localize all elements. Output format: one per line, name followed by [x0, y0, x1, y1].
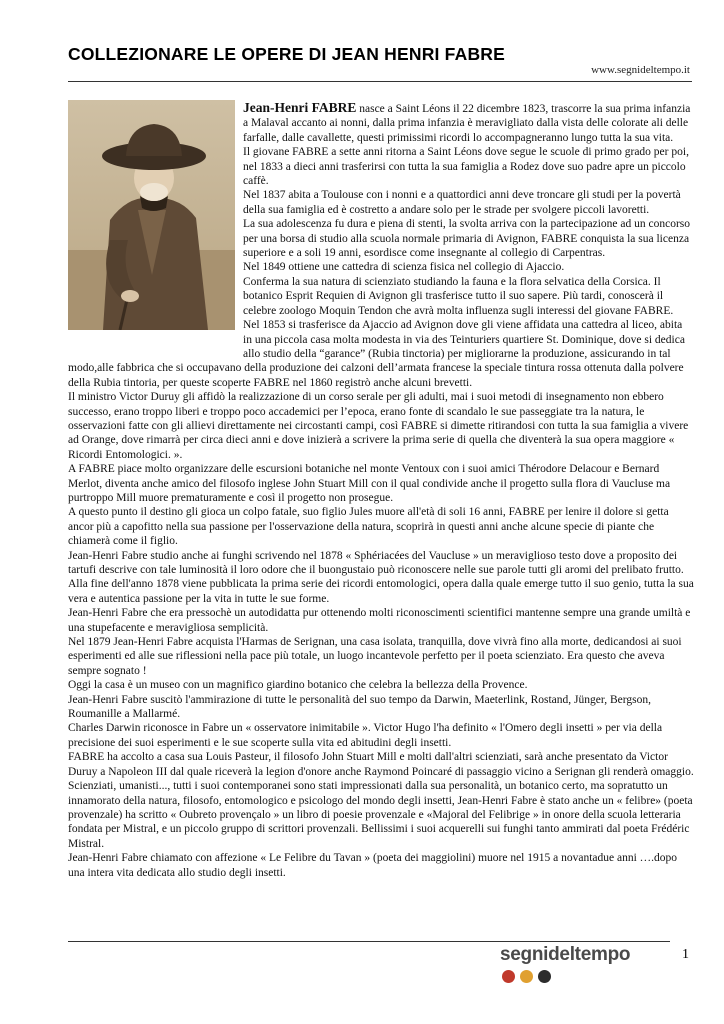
- paragraph: La sua adolescenza fu dura e piena di stenti, la svolta arriva con la partecipazione ad un concorso per una borsa di studio alla scuola normale primaria di Avignon, FABRE conquista la sua licenza superiore e a soli 19 anni, esordisce come insegnante al collegio di Carpentras.: [243, 218, 691, 260]
- paragraph: A FABRE piace molto organizzare delle escursioni botaniche nel monte Ventoux con i suoi amici Thérodore Delacour e Bernard Merlot, diventa anche amico del filosofo inglese John Stuart Mill con il qual condivide anche il progetto sulla flora di Vaucluse ma purtroppo Mill muore prematuramente e così il progetto non prosegue.: [68, 463, 671, 504]
- logo-text: segnideltempo: [500, 944, 631, 965]
- paragraph: Nel 1853 si trasferisce da Ajaccio ad Avignon dove gli viene affidata una cattedra al liceo, abita in una piccola casa molta modesta in via des Teinturiers quartiere St. Dominique, dove si dedica allo studio della “garance” (Rubia tinctoria) per migliorarne la produzione, assicurando in tal modo,alle fabbrica che si occupavano della produzione dei calzoni dell’armata francese la speciale tintura rossa ottenuta dalla polvere della Rubia tintoria, per queste scoperte FABRE nel 1860 registrò anche alcuni brevetti.: [68, 319, 685, 389]
- paragraph: Alla fine dell'anno 1878 viene pubblicata la prima serie dei ricordi entomologici, opera dalla quale emerge tutto il suo genio, tutta la sua vera e autentica passione per la vita in tutte le sue forme.: [68, 578, 694, 605]
- paragraph: Jean-Henri Fabre chiamato con affezione « Le Felibre du Tavan » (poeta dei maggiolini) muore nel 1915 a novantadue anni ….dopo una intera vita dedicata allo studio degli insetti.: [68, 852, 678, 879]
- logo-mark-gold-icon: [520, 970, 533, 983]
- paragraph: Jean-Henri Fabre studio anche ai funghi scrivendo nel 1878 « Sphériacées del Vaucluse » un meraviglioso testo dove a proposito dei tartufi descrive con tale luminosità il loro odore che il buongustaio può riconoscere nelle sue parole tutti gli aromi del prelibato frutto.: [68, 549, 684, 576]
- paragraph: Nel 1837 abita a Toulouse con i nonni e a quattordici anni deve troncare gli studi per la povertà della sua famiglia ed è costretto a andare solo per le strade per svolgere piccoli lavoretti.: [243, 189, 681, 216]
- paragraph: Conferma la sua natura di scienziato studiando la fauna e la flora selvatica della Corsica. Il botanico Esprit Requien di Avignon gli trasferisce tutto il suo sapere. Più tardi, conoscerà il celebre zoologo Moquin Tendon che avrà molta influenza sugli interessi del giovane FABRE.: [243, 275, 674, 317]
- logo-mark-red-icon: [502, 970, 515, 983]
- paragraph: Nel 1879 Jean-Henri Fabre acquista l'Harmas de Serignan, una casa isolata, tranquilla, dove vivrà fino alla morte, dedicandosi ai suoi esperimenti ed alle sue riflessioni nella pace più totale, un luogo incantevole perfetto per il poeta scienziato. Era questo che aveva sempre sognato !: [68, 636, 682, 677]
- article-body: [68, 101, 694, 880]
- paragraph: Scienziati, umanisti..., tutti i suoi contemporanei sono stati impressionati dalla sua personalità, un botanico certo, ma sopratutto un innamorato della natura, filosofo, entomologico e psicologo del mondo degli insetti, Jean-Henri Fabre è stato anche un « felibre» (poeta provenzale) ha scritto « Oubreto provençalo » un libro di poesie provenzale e «Majoral del Felibrige » in onore della scuola letteraria fondata per Mistral, e un piccolo gruppo di scrittori provenzali. Bellissimi i suoi acquerelli sui funghi tanto ammirati dal poeta Frédéric Mistral.: [68, 780, 693, 850]
- footer-logo: [500, 944, 670, 1004]
- paragraph: FABRE ha accolto a casa sua Louis Pasteur, il filosofo John Stuart Mill e molti dall'altri scienziati, sarà anche presentato da Victor Duruy a Napoleon III dal quale riceverà la legion d'onore anche Raymond Poincaré di passaggio vicino a Serignan gli renderà omaggio.: [68, 751, 694, 778]
- logo-marks: [500, 970, 670, 983]
- paragraph: Charles Darwin riconosce in Fabre un « osservatore inimitabile ». Victor Hugo l'ha definito « l'Omero degli insetti » per via della precisione dei suoi esperimenti e le sue scoperte sulla vita ed abitudini degli insetti.: [68, 722, 663, 749]
- paragraph: Il ministro Victor Duruy gli affidò la realizzazione di un corso serale per gli adulti, mai i suoi metodi di insegnamento non ebbero successo, erano troppo liberi e troppo poco accademici per l’epoca, erano fonte di scandalo le sue passeggiate tra la natura, le osservazioni fatte con gli allievi direttamente nei circostanti campi, così FABRE si dimette ritirandosi con tutta la sua famiglia a vivere ad Orange, dove rimarrà per circa dieci anni e dove inizierà a scrivere la prima serie di quella che diventerà la sua opera maggiore « Ricordi Entomologici. ».: [68, 391, 689, 461]
- paragraph: Oggi la casa è un museo con un magnifico giardino botanico che celebra la bellezza della Provence.: [68, 679, 528, 692]
- paragraph-text: nasce a Saint Léons il 22 dicembre 1823, trascorre la sua prima infanzia a Malaval accanto ai nonni, dalla prima infanzia è meravigliato dalla vista delle colorate ali delle farfalle, dalle cavallette, questi primissimi ricordi lo accompagneranno lungo tutta la sua vita.: [243, 103, 691, 144]
- site-url[interactable]: www.segnideltempo.it: [591, 64, 690, 76]
- paragraph: Jean-Henri Fabre che era pressochè un autodidatta pur ottenendo molti riconoscimenti scientifici mantenne sempre una grande umiltà e una stupefacente e meravigliosa semplicità.: [68, 607, 691, 634]
- paragraph: Jean-Henri Fabre suscitò l'ammirazione di tutte le personalità del suo tempo da Darwin, Maeterlink, Rostand, Jünger, Bergson, Roumanille a Mallarmé.: [68, 693, 651, 721]
- paragraph: Nel 1849 ottiene une cattedra di scienza fisica nel collegio di Ajaccio.: [243, 261, 565, 274]
- page-title: COLLEZIONARE LE OPERE DI JEAN HENRI FABRE: [68, 44, 505, 64]
- footer-divider: [68, 941, 670, 942]
- paragraph: Il giovane FABRE a sette anni ritorna a Saint Léons dove segue le scuole di primo grado per poi, nel 1833 a dieci anni trasferirsi con tutta la sua famiglia a Rodez dove suo padre apre un piccolo caffè.: [243, 146, 689, 188]
- photo-spacer: [68, 101, 243, 347]
- header-divider: [68, 81, 692, 82]
- paragraph: A questo punto il destino gli gioca un colpo fatale, suo figlio Jules muore all'età di soli 16 anni, FABRE per lenire il dolore si getta ancor più a capofitto nella sua passione per l'osservazione della natura, scoprirà in questi anni anche alcune specie di piante che chiamerà come il figlio.: [68, 506, 669, 548]
- page-number: 1: [682, 947, 689, 962]
- logo-mark-dark-icon: [538, 970, 551, 983]
- lead-name: Jean-Henri FABRE: [243, 100, 357, 115]
